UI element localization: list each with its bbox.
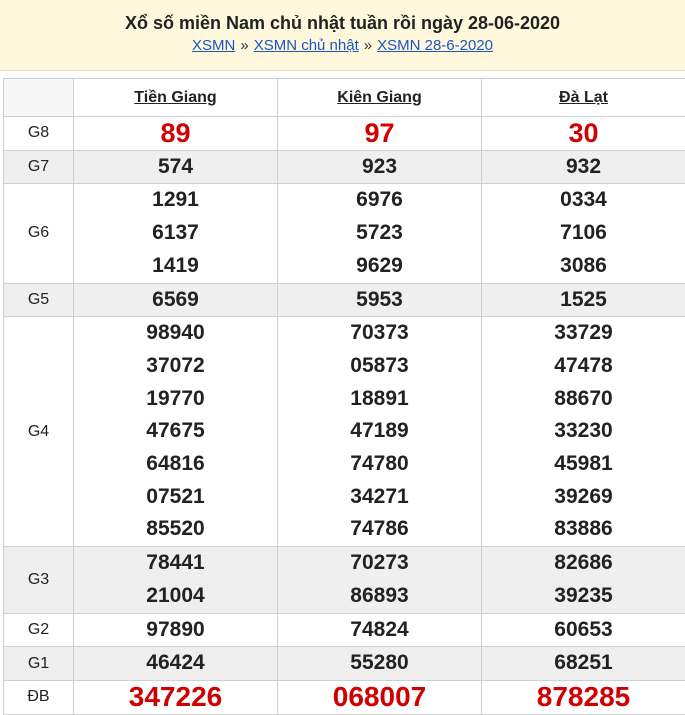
- prize-row-g2: [4, 613, 685, 647]
- result-number: 5723: [278, 217, 481, 250]
- result-number: 45981: [482, 448, 685, 481]
- prize-label: G5: [4, 283, 74, 317]
- page-title: Xổ số miền Nam chủ nhật tuần rồi ngày 28-06-2020: [0, 11, 685, 35]
- result-cell: [278, 547, 482, 613]
- prize-row-g8: [4, 117, 685, 151]
- result-number: 07521: [74, 481, 277, 514]
- result-number: 97890: [74, 614, 277, 647]
- result-number: 1419: [74, 250, 277, 283]
- result-cell: [482, 680, 685, 714]
- prize-label: G2: [4, 613, 74, 647]
- result-number: 6137: [74, 217, 277, 250]
- result-cell: [74, 150, 278, 184]
- breadcrumb-separator: »: [235, 37, 253, 54]
- result-number: 3086: [482, 250, 685, 283]
- prize-row-g6: [4, 184, 685, 283]
- result-number: 18891: [278, 383, 481, 416]
- result-cell: [278, 283, 482, 317]
- result-number: 85520: [74, 513, 277, 546]
- breadcrumb-link-xsmn-chu-nhat[interactable]: XSMN chủ nhật: [254, 37, 359, 54]
- result-number: 74824: [278, 614, 481, 647]
- result-number: 33230: [482, 415, 685, 448]
- result-number: 46424: [74, 647, 277, 680]
- result-number: 86893: [278, 580, 481, 613]
- result-cell: [482, 283, 685, 317]
- result-cell: [482, 647, 685, 681]
- result-number: 0334: [482, 184, 685, 217]
- result-number: 21004: [74, 580, 277, 613]
- page-header: [0, 0, 685, 71]
- prize-label: G1: [4, 647, 74, 681]
- result-cell: [278, 150, 482, 184]
- result-number: 82686: [482, 547, 685, 580]
- result-number: 9629: [278, 250, 481, 283]
- result-number: 68251: [482, 647, 685, 680]
- result-number: 70373: [278, 317, 481, 350]
- result-number: 33729: [482, 317, 685, 350]
- result-number: 574: [74, 151, 277, 184]
- result-number: 30: [482, 117, 685, 150]
- result-cell: [278, 680, 482, 714]
- result-cell: [482, 613, 685, 647]
- result-number: 923: [278, 151, 481, 184]
- result-cell: [482, 150, 685, 184]
- prize-row-db: [4, 680, 685, 714]
- prize-label: G3: [4, 547, 74, 613]
- breadcrumb-separator: »: [359, 37, 377, 54]
- result-number: 74786: [278, 513, 481, 546]
- result-number: 1291: [74, 184, 277, 217]
- result-number: 5953: [278, 284, 481, 317]
- result-cell: [278, 317, 482, 547]
- result-number: 19770: [74, 383, 277, 416]
- result-number: 6569: [74, 284, 277, 317]
- result-number: 1525: [482, 284, 685, 317]
- province-name[interactable]: Kiên Giang: [337, 89, 421, 106]
- result-number: 64816: [74, 448, 277, 481]
- result-number: 60653: [482, 614, 685, 647]
- result-number: 37072: [74, 350, 277, 383]
- prize-label: G7: [4, 150, 74, 184]
- result-cell: [74, 117, 278, 151]
- breadcrumb-link-xsmn[interactable]: XSMN: [192, 37, 235, 54]
- header-blank-cell: [4, 79, 74, 117]
- result-number: 47478: [482, 350, 685, 383]
- result-cell: [74, 547, 278, 613]
- result-number: 89: [74, 117, 277, 150]
- prize-label: ĐB: [4, 680, 74, 714]
- jackpot-number: 068007: [278, 681, 481, 714]
- jackpot-number: 878285: [482, 681, 685, 714]
- result-number: 88670: [482, 383, 685, 416]
- result-cell: [278, 613, 482, 647]
- result-number: 74780: [278, 448, 481, 481]
- result-number: 7106: [482, 217, 685, 250]
- result-cell: [278, 117, 482, 151]
- province-header-tien-giang[interactable]: [74, 79, 278, 117]
- prize-row-g1: [4, 647, 685, 681]
- result-cell: [74, 184, 278, 283]
- prize-label: G4: [4, 317, 74, 547]
- result-cell: [74, 283, 278, 317]
- result-cell: [278, 647, 482, 681]
- result-number: 39235: [482, 580, 685, 613]
- result-number: 34271: [278, 481, 481, 514]
- result-cell: [482, 547, 685, 613]
- province-name[interactable]: Tiền Giang: [134, 89, 216, 106]
- province-header-kien-giang[interactable]: [278, 79, 482, 117]
- prize-label: G6: [4, 184, 74, 283]
- result-cell: [482, 117, 685, 151]
- result-number: 932: [482, 151, 685, 184]
- result-number: 47189: [278, 415, 481, 448]
- result-number: 78441: [74, 547, 277, 580]
- result-cell: [74, 647, 278, 681]
- result-number: 6976: [278, 184, 481, 217]
- result-number: 97: [278, 117, 481, 150]
- result-number: 98940: [74, 317, 277, 350]
- result-cell: [278, 184, 482, 283]
- prize-row-g7: [4, 150, 685, 184]
- province-header-da-lat[interactable]: [482, 79, 685, 117]
- jackpot-number: 347226: [74, 681, 277, 714]
- result-number: 55280: [278, 647, 481, 680]
- result-number: 70273: [278, 547, 481, 580]
- province-name[interactable]: Đà Lạt: [559, 89, 608, 106]
- result-cell: [74, 317, 278, 547]
- prize-row-g4: [4, 317, 685, 547]
- breadcrumb: [0, 36, 685, 56]
- table-header-row: [4, 79, 685, 117]
- prize-row-g3: [4, 547, 685, 613]
- result-number: 05873: [278, 350, 481, 383]
- result-cell: [482, 184, 685, 283]
- prize-row-g5: [4, 283, 685, 317]
- result-number: 83886: [482, 513, 685, 546]
- breadcrumb-link-xsmn-date[interactable]: XSMN 28-6-2020: [377, 37, 493, 54]
- prize-label: G8: [4, 117, 74, 151]
- result-cell: [482, 317, 685, 547]
- result-number: 47675: [74, 415, 277, 448]
- result-cell: [74, 680, 278, 714]
- result-number: 39269: [482, 481, 685, 514]
- results-table: [3, 78, 685, 715]
- result-cell: [74, 613, 278, 647]
